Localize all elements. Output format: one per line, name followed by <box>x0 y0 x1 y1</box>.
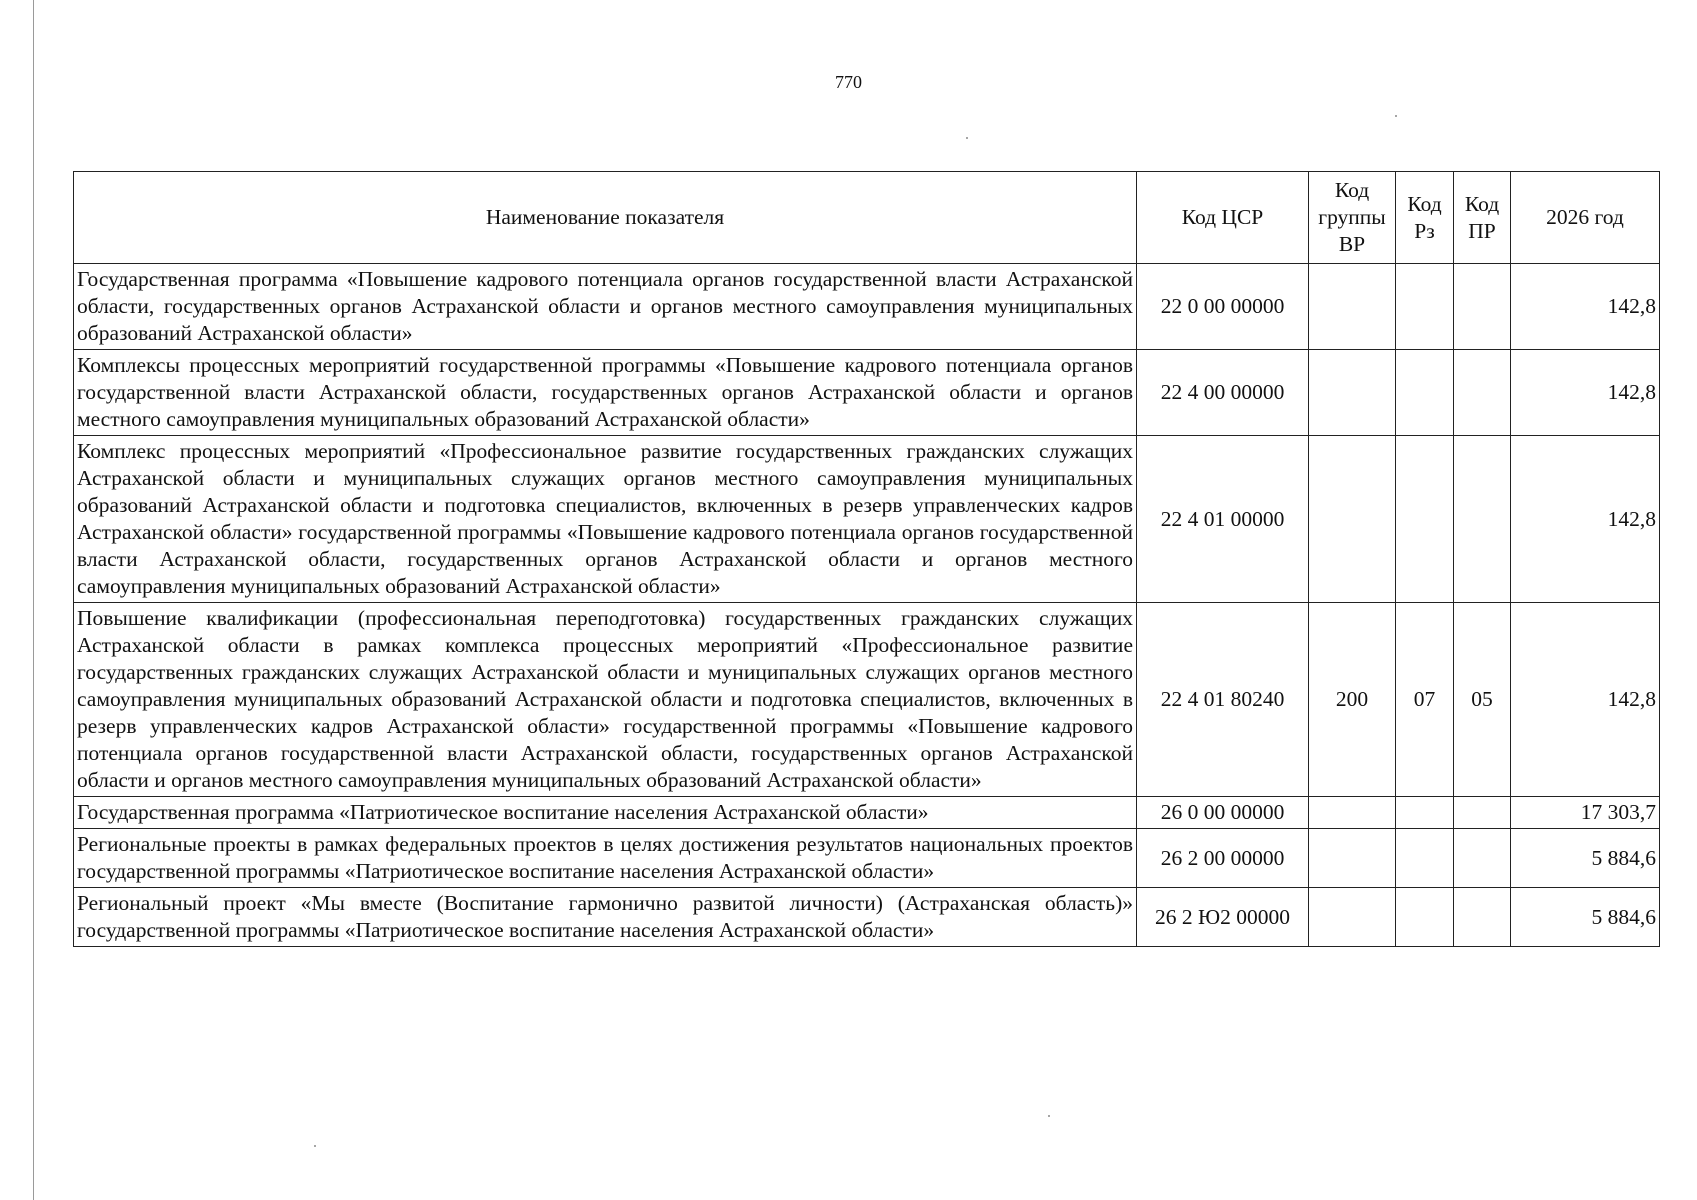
table-row <box>74 436 1660 603</box>
row-pr-code: 05 <box>1454 603 1511 797</box>
row-name: Повышение квалификации (профессиональная переподготовка) государственных гражданских служащих Астраханской области в рамках комплекса процессных мероприятий «Профессиональное развитие государственных гражданских служащих Астраханской области и муниципальных служащих органов местного самоуправления муниципальных образований Астраханской области и подготовка специалистов, включенных в резерв управленческих кадров Астраханской области» государственной программы «Повышение кадрового потенциала органов государственной власти Астраханской области, государственных органов Астраханской области и органов местного самоуправления муниципальных образований Астраханской области» <box>74 603 1137 797</box>
table-row <box>74 264 1660 350</box>
header-year: 2026 год <box>1511 172 1660 264</box>
row-csr-code: 22 4 00 00000 <box>1137 350 1309 436</box>
row-rz-code <box>1396 797 1454 829</box>
row-name: Комплексы процессных мероприятий государственной программы «Повышение кадрового потенциала органов государственной власти Астраханской области, государственных органов Астраханской области и органов местного самоуправления муниципальных образований Астраханской области» <box>74 350 1137 436</box>
row-name: Комплекс процессных мероприятий «Профессиональное развитие государственных гражданских служащих Астраханской области и муниципальных служащих органов местного самоуправления муниципальных образований Астраханской области и подготовка специалистов, включенных в резерв управленческих кадров Астраханской области» государственной программы «Повышение кадрового потенциала органов государственной власти Астраханской области, государственных органов Астраханской области и органов местного самоуправления муниципальных образований Астраханской области» <box>74 436 1137 603</box>
row-csr-code: 26 2 Ю2 00000 <box>1137 888 1309 947</box>
table-row <box>74 603 1660 797</box>
row-csr-code: 22 4 01 80240 <box>1137 603 1309 797</box>
row-vr-code: 200 <box>1309 603 1396 797</box>
table-header-row <box>74 172 1660 264</box>
header-vr: Код группы ВР <box>1309 172 1396 264</box>
row-rz-code <box>1396 888 1454 947</box>
row-amount: 142,8 <box>1511 603 1660 797</box>
row-name: Региональные проекты в рамках федеральных проектов в целях достижения результатов национальных проектов государственной программы «Патриотическое воспитание населения Астраханской области» <box>74 829 1137 888</box>
row-pr-code <box>1454 888 1511 947</box>
row-vr-code <box>1309 264 1396 350</box>
row-rz-code: 07 <box>1396 603 1454 797</box>
row-rz-code <box>1396 829 1454 888</box>
row-csr-code: 26 2 00 00000 <box>1137 829 1309 888</box>
row-name: Государственная программа «Патриотическое воспитание населения Астраханской области» <box>74 797 1137 829</box>
row-name: Региональный проект «Мы вместе (Воспитание гармонично развитой личности) (Астраханская область)» государственной программы «Патриотическое воспитание населения Астраханской области» <box>74 888 1137 947</box>
budget-table <box>73 171 1660 947</box>
header-csr: Код ЦСР <box>1137 172 1309 264</box>
scan-speck <box>966 137 968 139</box>
row-vr-code <box>1309 797 1396 829</box>
row-vr-code <box>1309 350 1396 436</box>
row-pr-code <box>1454 797 1511 829</box>
row-vr-code <box>1309 888 1396 947</box>
header-name: Наименование показателя <box>74 172 1137 264</box>
row-vr-code <box>1309 436 1396 603</box>
row-amount: 5 884,6 <box>1511 888 1660 947</box>
row-amount: 5 884,6 <box>1511 829 1660 888</box>
row-pr-code <box>1454 829 1511 888</box>
row-name: Государственная программа «Повышение кадрового потенциала органов государственной власти Астраханской области, государственных органов Астраханской области и органов местного самоуправления муниципальных образований Астраханской области» <box>74 264 1137 350</box>
row-pr-code <box>1454 436 1511 603</box>
row-amount: 142,8 <box>1511 350 1660 436</box>
row-csr-code: 26 0 00 00000 <box>1137 797 1309 829</box>
margin-rule <box>33 0 34 1200</box>
scan-speck <box>314 1145 316 1147</box>
row-pr-code <box>1454 350 1511 436</box>
row-amount: 142,8 <box>1511 436 1660 603</box>
row-rz-code <box>1396 436 1454 603</box>
table-row <box>74 797 1660 829</box>
page-number: 770 <box>835 72 862 92</box>
row-pr-code <box>1454 264 1511 350</box>
table-row <box>74 829 1660 888</box>
row-vr-code <box>1309 829 1396 888</box>
row-amount: 17 303,7 <box>1511 797 1660 829</box>
row-amount: 142,8 <box>1511 264 1660 350</box>
header-pr: Код ПР <box>1454 172 1511 264</box>
row-rz-code <box>1396 264 1454 350</box>
row-csr-code: 22 4 01 00000 <box>1137 436 1309 603</box>
row-csr-code: 22 0 00 00000 <box>1137 264 1309 350</box>
table-row <box>74 888 1660 947</box>
header-rz: Код Рз <box>1396 172 1454 264</box>
scan-speck <box>1395 115 1397 117</box>
scan-speck <box>1048 1115 1050 1117</box>
table-row <box>74 350 1660 436</box>
row-rz-code <box>1396 350 1454 436</box>
